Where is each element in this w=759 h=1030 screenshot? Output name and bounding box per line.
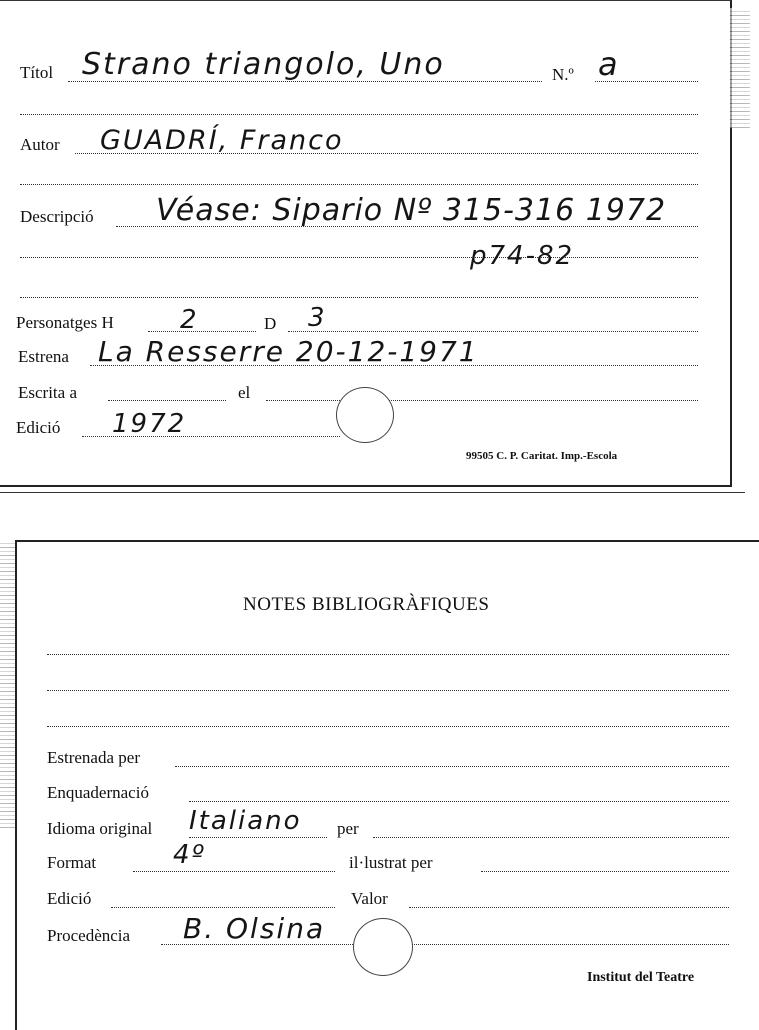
- punch-hole: [336, 387, 394, 443]
- catalog-card-back: [15, 540, 759, 1030]
- notes-line: [47, 690, 729, 691]
- valor-line: [409, 907, 729, 908]
- personatges-d-value: 3: [308, 303, 327, 333]
- format-il-label: il·lustrat per: [349, 853, 433, 872]
- personatges-d-label: D: [264, 314, 277, 333]
- edicio-back-label: Edició: [47, 889, 92, 908]
- format-label: Format: [47, 853, 97, 872]
- idioma-per-label: per: [337, 819, 359, 838]
- escrita-label: Escrita a: [18, 383, 77, 402]
- format-il-line: [481, 871, 729, 872]
- catalog-card-front: [0, 0, 732, 487]
- escrita-el-label: el: [238, 383, 251, 402]
- descripcio-label: Descripció: [20, 207, 94, 226]
- estrenada-line: [175, 766, 729, 767]
- personatges-h-value: 2: [180, 305, 199, 335]
- idioma-per-line: [373, 837, 729, 838]
- numero-value: a: [598, 45, 620, 83]
- notes-line: [47, 654, 729, 655]
- titol-label: Títol: [20, 63, 54, 82]
- card-edge-texture: [0, 540, 16, 830]
- procedencia-label: Procedència: [47, 926, 131, 945]
- personatges-d-line: [288, 331, 698, 332]
- procedencia-value: B. Olsina: [183, 912, 326, 945]
- escrita-el-line: [266, 400, 698, 401]
- edicio-label: Edició: [16, 418, 61, 437]
- estrena-value: La Resserre 20-12-1971: [98, 335, 479, 368]
- punch-hole: [353, 918, 413, 976]
- numero-label: N.º: [552, 65, 574, 84]
- notes-heading: NOTES BIBLIOGRÀFIQUES: [243, 594, 490, 615]
- notes-line: [47, 726, 729, 727]
- blank-line: [20, 114, 698, 115]
- card-separator: [0, 492, 745, 493]
- idioma-label: Idioma original: [47, 819, 153, 838]
- autor-label: Autor: [20, 135, 60, 154]
- estrenada-label: Estrenada per: [47, 748, 140, 767]
- idioma-value: Italiano: [189, 806, 302, 836]
- autor-value: GUADRÍ, Franco: [100, 125, 344, 156]
- valor-label: Valor: [351, 889, 388, 908]
- descripcio-value-1: Véase: Sipario Nº 315-316 1972: [156, 193, 667, 228]
- format-line: [133, 871, 335, 872]
- printer-imprint: 99505 C. P. Caritat. Imp.-Escola: [466, 450, 618, 462]
- descripcio-value-2: p74-82: [470, 241, 575, 271]
- estrena-label: Estrena: [18, 347, 69, 366]
- format-value: 4º: [173, 840, 206, 870]
- edicio-back-line: [111, 907, 335, 908]
- institution-footer: Institut del Teatre: [587, 970, 695, 985]
- escrita-line: [108, 400, 226, 401]
- enquadernacio-label: Enquadernació: [47, 783, 149, 802]
- titol-value: Strano triangolo, Uno: [82, 47, 445, 82]
- card-edge-texture: [730, 8, 750, 128]
- blank-line: [20, 184, 698, 185]
- descripcio-line-2: [20, 257, 698, 258]
- enquadernacio-line: [189, 801, 729, 802]
- blank-line: [20, 297, 698, 298]
- personatges-h-line: [148, 331, 256, 332]
- edicio-value: 1972: [112, 409, 187, 439]
- personatges-label: Personatges H: [16, 313, 114, 332]
- idioma-line: [189, 837, 327, 838]
